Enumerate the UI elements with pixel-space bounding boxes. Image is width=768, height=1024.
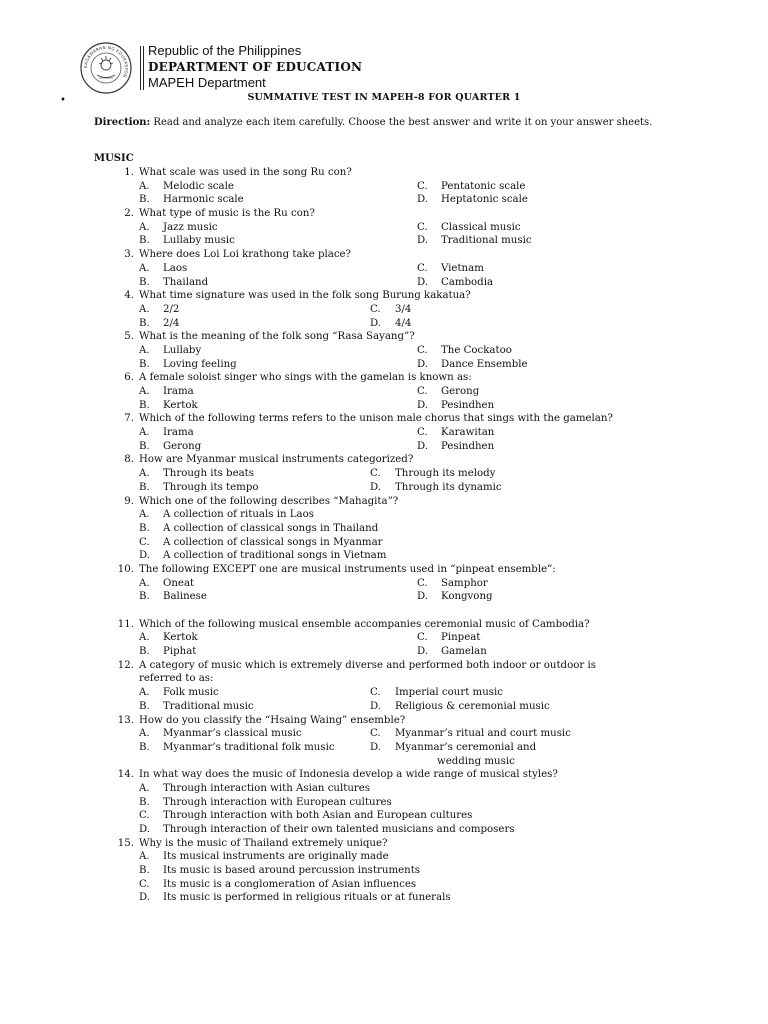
- option-letter: B.: [139, 741, 150, 753]
- question-line: [0, 166, 768, 180]
- option-row: [0, 741, 768, 755]
- option-text: 4/4: [395, 317, 412, 329]
- option-letter: A.: [139, 577, 150, 589]
- option-letter: A.: [139, 344, 150, 356]
- option-text: Through interaction of their own talented musicians and composers: [163, 824, 515, 835]
- question-line: [0, 837, 768, 851]
- option-text-continuation: wedding music: [437, 755, 515, 767]
- option-text: A collection of rituals in Laos: [163, 509, 314, 521]
- option-letter: A.: [139, 303, 150, 315]
- option-letter: A.: [139, 427, 150, 439]
- question-number: 3.: [124, 249, 134, 261]
- option-text: Heptatonic scale: [441, 194, 528, 206]
- option-letter: D.: [139, 892, 151, 904]
- option-text: Dance Ensemble: [441, 358, 528, 370]
- option-text: Myanmar’s traditional folk music: [163, 741, 335, 753]
- option-row: [0, 631, 768, 645]
- question-item: [0, 495, 768, 563]
- option-letter: D.: [370, 317, 382, 329]
- option-text: Through interaction with European cultures: [163, 796, 392, 808]
- question-line: [0, 289, 768, 303]
- option-text: 2/2: [163, 303, 180, 315]
- option-row: [0, 549, 768, 563]
- question-number: 4.: [124, 290, 134, 302]
- option-text: Myanmar’s classical music: [163, 728, 302, 740]
- option-letter: D.: [417, 591, 429, 603]
- option-letter: A.: [139, 687, 150, 699]
- question-list: [0, 166, 768, 905]
- option-letter: B.: [139, 796, 150, 808]
- option-letter: B.: [139, 700, 150, 712]
- option-text: Gamelan: [441, 646, 487, 658]
- option-text: Its musical instruments are originally made: [163, 851, 389, 863]
- option-letter: A.: [139, 509, 150, 521]
- option-letter: A.: [139, 632, 150, 644]
- mapeh-label: MAPEH Department: [148, 75, 266, 90]
- option-row: [0, 864, 768, 878]
- question-text: Which of the following musical ensemble accompanies ceremonial music of Cambodia?: [139, 618, 590, 630]
- option-text: Kertok: [163, 399, 198, 411]
- question-item: [0, 659, 768, 714]
- question-number: 13.: [117, 714, 134, 726]
- option-letter: D.: [417, 646, 429, 658]
- option-letter: C.: [139, 810, 150, 822]
- option-text: Balinese: [163, 591, 207, 603]
- option-letter: D.: [417, 358, 429, 370]
- option-text: Religious & ceremonial music: [395, 700, 550, 712]
- question-item: [0, 714, 768, 769]
- option-row: [0, 385, 768, 399]
- option-letter: B.: [139, 276, 150, 288]
- question-text: referred to as:: [139, 673, 214, 685]
- option-letter: B.: [139, 481, 150, 493]
- option-row: [0, 536, 768, 550]
- option-letter: C.: [370, 468, 381, 480]
- option-row: [0, 467, 768, 481]
- option-text: Through its dynamic: [395, 481, 502, 493]
- option-letter: B.: [139, 194, 150, 206]
- option-text: A collection of classical songs in Myanmar: [163, 536, 383, 548]
- option-letter: A.: [139, 782, 150, 794]
- option-letter: D.: [139, 824, 151, 835]
- question-number: 7.: [124, 413, 134, 425]
- option-letter: D.: [417, 194, 429, 206]
- option-row: [0, 276, 768, 290]
- question-item: [0, 207, 768, 248]
- option-text: Through its melody: [395, 468, 496, 480]
- question-text: Which one of the following describes “Mahagita”?: [139, 495, 399, 507]
- question-line: [0, 563, 768, 577]
- option-letter: C.: [417, 386, 428, 397]
- option-text: Classical music: [441, 221, 521, 233]
- question-text: A category of music which is extremely diverse and performed both indoor or outdoor is: [139, 659, 596, 671]
- option-row: [0, 645, 768, 659]
- option-row: [0, 686, 768, 700]
- question-text: How do you classify the “Hsaing Waing” ensemble?: [139, 714, 406, 726]
- question-line: [0, 714, 768, 728]
- question-number: 15.: [117, 837, 134, 849]
- question-line: [0, 330, 768, 344]
- option-letter: C.: [417, 344, 428, 356]
- option-text: Kertok: [163, 632, 198, 644]
- option-text: Cambodia: [441, 276, 494, 288]
- option-text: Karawitan: [441, 427, 495, 439]
- question-item: [0, 563, 768, 604]
- option-text: Irama: [163, 427, 194, 439]
- option-row: [0, 399, 768, 413]
- option-row: [0, 440, 768, 454]
- question-item: [0, 618, 768, 659]
- question-line: [0, 371, 768, 385]
- option-text: Pesindhen: [441, 399, 495, 411]
- option-row: [0, 180, 768, 194]
- option-row: [0, 522, 768, 536]
- option-text: Laos: [163, 262, 188, 274]
- question-item: [0, 330, 768, 371]
- option-text: Lullaby: [163, 344, 202, 356]
- option-text: Imperial court music: [395, 687, 503, 699]
- option-letter: A.: [139, 221, 150, 233]
- option-letter: A.: [139, 851, 150, 863]
- option-text: Pesindhen: [441, 440, 495, 452]
- option-text: Through its tempo: [163, 481, 259, 493]
- option-row: [0, 850, 768, 864]
- option-row: [0, 891, 768, 905]
- option-letter: B.: [139, 646, 150, 658]
- option-row: [0, 782, 768, 796]
- question-number: 8.: [124, 454, 134, 466]
- option-letter: B.: [139, 235, 150, 247]
- option-letter: D.: [139, 550, 151, 562]
- question-item: [0, 248, 768, 289]
- question-line: [0, 659, 768, 673]
- option-letter: C.: [139, 536, 150, 548]
- option-text: 3/4: [395, 303, 412, 315]
- option-text: Irama: [163, 386, 194, 397]
- question-number: 5.: [124, 331, 134, 343]
- question-number: 11.: [117, 618, 134, 630]
- option-letter: B.: [139, 865, 150, 877]
- question-item: [0, 412, 768, 453]
- option-letter: A.: [139, 262, 150, 274]
- direction-label: Direction:: [94, 117, 151, 128]
- option-row: [0, 221, 768, 235]
- question-number: 14.: [117, 769, 134, 781]
- option-letter: D.: [370, 700, 382, 712]
- option-letter: C.: [139, 878, 150, 890]
- option-letter: B.: [139, 317, 150, 329]
- question-text: How are Myanmar musical instruments categorized?: [139, 454, 414, 466]
- option-text: Its music is a conglomeration of Asian influences: [163, 878, 417, 890]
- option-letter: C.: [370, 303, 381, 315]
- question-text: Which of the following terms refers to the unison male chorus that sings with the gamelan?: [139, 413, 613, 425]
- question-text: Where does Loi Loi krathong take place?: [139, 249, 352, 261]
- header-divider: [143, 46, 144, 90]
- section-heading: MUSIC: [94, 153, 134, 164]
- option-letter: C.: [370, 687, 381, 699]
- option-text: Kongvong: [441, 591, 493, 603]
- option-text: The Cockatoo: [441, 344, 512, 356]
- option-text: Myanmar’s ceremonial and: [395, 741, 537, 753]
- option-letter: D.: [370, 481, 382, 493]
- option-letter: B.: [139, 440, 150, 452]
- option-row: [0, 878, 768, 892]
- option-text: Jazz music: [163, 221, 218, 233]
- page-title: SUMMATIVE TEST IN MAPEH-8 FOR QUARTER 1: [247, 92, 521, 103]
- question-text: Why is the music of Thailand extremely unique?: [139, 837, 388, 849]
- option-letter: C.: [417, 180, 428, 192]
- option-row: [0, 358, 768, 372]
- option-text: Folk music: [163, 687, 219, 699]
- question-line: [0, 453, 768, 467]
- question-number: 6.: [124, 372, 134, 384]
- seal-text: KAGAWARAN NG EDUKASYON: [82, 44, 130, 79]
- question-text: The following EXCEPT one are musical instruments used in “pinpeat ensemble”:: [139, 563, 556, 575]
- option-letter: B.: [139, 522, 150, 534]
- option-text: Loving feeling: [163, 358, 237, 370]
- option-row: [0, 577, 768, 591]
- option-text: Traditional music: [441, 235, 532, 247]
- option-continuation-row: [0, 755, 768, 769]
- option-row: [0, 508, 768, 522]
- option-row: [0, 727, 768, 741]
- option-text: Its music is based around percussion instruments: [163, 865, 421, 877]
- option-letter: A.: [139, 386, 150, 397]
- option-row: [0, 193, 768, 207]
- question-text: What time signature was used in the folk song Burung kakatua?: [139, 290, 471, 302]
- option-text: Traditional music: [163, 700, 254, 712]
- question-item: [0, 837, 768, 905]
- option-text: Gerong: [441, 386, 480, 397]
- option-row: [0, 262, 768, 276]
- question-item: [0, 166, 768, 207]
- option-row: [0, 823, 768, 837]
- option-row: [0, 234, 768, 248]
- option-row: [0, 809, 768, 823]
- option-letter: C.: [370, 728, 381, 740]
- question-item: [0, 768, 768, 836]
- option-letter: D.: [417, 276, 429, 288]
- option-row: [0, 426, 768, 440]
- option-letter: C.: [417, 427, 428, 439]
- option-text: Samphor: [441, 577, 488, 589]
- question-line: [0, 412, 768, 426]
- question-line: [0, 768, 768, 782]
- header-divider: [140, 46, 141, 90]
- option-letter: B.: [139, 358, 150, 370]
- option-text: A collection of classical songs in Thailand: [163, 522, 379, 534]
- question-text: In what way does the music of Indonesia develop a wide range of musical styles?: [139, 769, 558, 781]
- question-line: [0, 495, 768, 509]
- option-letter: A.: [139, 728, 150, 740]
- option-row: [0, 303, 768, 317]
- document-header: [80, 42, 720, 92]
- option-text: Myanmar’s ritual and court music: [395, 728, 571, 740]
- option-text: Pinpeat: [441, 632, 481, 644]
- question-text: What scale was used in the song Ru con?: [139, 167, 352, 178]
- option-letter: C.: [417, 632, 428, 644]
- option-letter: B.: [139, 399, 150, 411]
- stray-bullet: •: [60, 95, 66, 106]
- department-label: DEPARTMENT OF EDUCATION: [148, 60, 363, 74]
- option-text: Lullaby music: [163, 235, 235, 247]
- question-line: [0, 248, 768, 262]
- question-text: A female soloist singer who sings with the gamelan is known as:: [139, 372, 472, 384]
- option-letter: C.: [417, 262, 428, 274]
- question-number: 2.: [124, 208, 134, 220]
- option-letter: D.: [370, 741, 382, 753]
- option-row: [0, 796, 768, 810]
- option-row: [0, 317, 768, 331]
- spacer: [0, 604, 768, 618]
- option-row: [0, 700, 768, 714]
- option-text: Thailand: [163, 276, 209, 288]
- option-letter: B.: [139, 591, 150, 603]
- question-text: What type of music is the Ru con?: [139, 208, 315, 220]
- question-line: [0, 618, 768, 632]
- option-text: Its music is performed in religious rituals or at funerals: [163, 892, 451, 904]
- option-letter: A.: [139, 180, 150, 192]
- option-text: Vietnam: [441, 262, 484, 274]
- option-letter: C.: [417, 221, 428, 233]
- option-text: Oneat: [163, 577, 195, 589]
- direction-body: Read and analyze each item carefully. Choose the best answer and write it on your answer sheets.: [150, 117, 653, 128]
- republic-label: Republic of the Philippines: [148, 43, 302, 58]
- option-text: Through interaction with Asian cultures: [163, 782, 371, 794]
- option-text: Harmonic scale: [163, 194, 244, 206]
- option-letter: D.: [417, 399, 429, 411]
- option-text: Through interaction with both Asian and European cultures: [163, 810, 473, 822]
- option-text: Pentatonic scale: [441, 180, 526, 192]
- question-text: What is the meaning of the folk song “Rasa Sayang”?: [139, 331, 415, 343]
- question-number: 1.: [124, 167, 134, 178]
- deped-seal-icon: [80, 42, 132, 94]
- option-text: A collection of traditional songs in Vietnam: [163, 550, 387, 562]
- question-item: [0, 289, 768, 330]
- option-row: [0, 344, 768, 358]
- option-letter: D.: [417, 235, 429, 247]
- option-letter: A.: [139, 468, 150, 480]
- option-text: Melodic scale: [163, 180, 234, 192]
- option-letter: C.: [417, 577, 428, 589]
- question-item: [0, 453, 768, 494]
- option-text: Piphat: [163, 646, 197, 658]
- question-number: 9.: [124, 495, 134, 507]
- direction-text: [94, 116, 686, 129]
- option-text: 2/4: [163, 317, 180, 329]
- question-number: 10.: [117, 563, 134, 575]
- question-line: [0, 207, 768, 221]
- question-item: [0, 371, 768, 412]
- question-line: [0, 672, 768, 686]
- option-letter: D.: [417, 440, 429, 452]
- question-number: 12.: [117, 659, 134, 671]
- option-row: [0, 590, 768, 604]
- option-row: [0, 481, 768, 495]
- option-text: Gerong: [163, 440, 202, 452]
- option-text: Through its beats: [163, 468, 255, 480]
